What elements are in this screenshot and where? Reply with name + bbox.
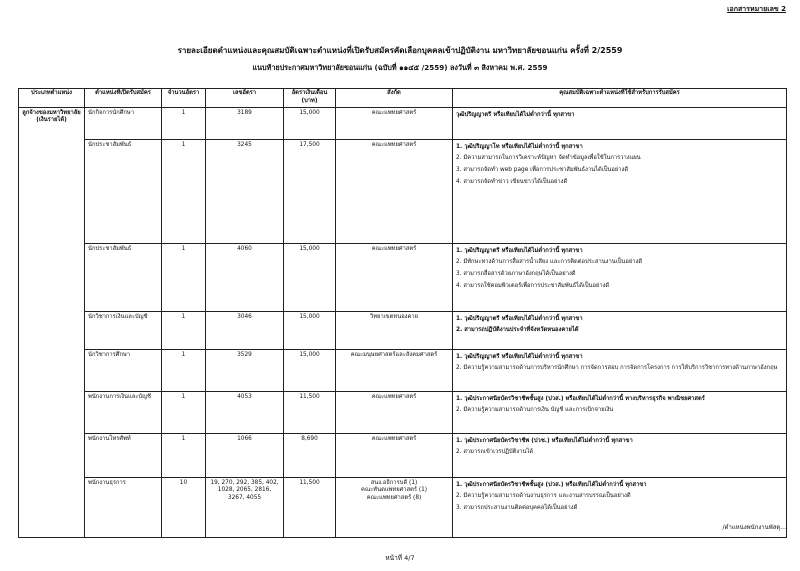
unit-cell bbox=[336, 311, 453, 349]
header-post-no: เลขอัตรา bbox=[206, 89, 284, 108]
qualification-item: 2. มีความสามารถในการวิเคราะห์ปัญหา จัดทำข้อมูลเพื่อใช้ในการวางแผน bbox=[456, 155, 641, 162]
post-number-line: 3189 bbox=[237, 109, 252, 116]
post-number-line: 3267, 4055 bbox=[227, 495, 262, 502]
table-row bbox=[19, 311, 787, 349]
header-count: จำนวนอัตรา bbox=[162, 89, 206, 108]
salary-cell: 11,500 bbox=[284, 391, 336, 433]
qualification-item: 2. สามารถปฏิบัติงานประจำที่จังหวัดหนองคายได้ bbox=[456, 327, 579, 334]
qualification-item: 1. วุฒิประกาศนียบัตรวิชาชีพชั้นสูง (ปวส.) หรือเทียบได้ไม่ต่ำกว่านี้ ทุกสาขา bbox=[456, 481, 647, 488]
post-number-line: 3245 bbox=[237, 141, 252, 148]
qualification-item: 1. วุฒิประกาศนียบัตรวิชาชีพ (ปวช.) หรือเทียบได้ไม่ต่ำกว่านี้ ทุกสาขา bbox=[456, 437, 633, 444]
table-row bbox=[19, 243, 787, 311]
post-number-line: 3046 bbox=[237, 313, 252, 320]
unit-cell bbox=[336, 391, 453, 433]
table-row bbox=[19, 477, 787, 537]
qualification-item: 3. สามารถจัดทำ web page เพื่อการประชาสัมพันธ์งานได้เป็นอย่างดี bbox=[456, 167, 629, 174]
salary-cell: 11,500 bbox=[284, 477, 336, 537]
table-row bbox=[19, 391, 787, 433]
qualification-item: 4. สามารถจัดทำข่าว เขียนข่าวได้เป็นอย่างดี bbox=[456, 179, 568, 186]
unit-line: สนง.อธิการบดี (1) bbox=[370, 479, 418, 486]
count-cell: 1 bbox=[162, 433, 206, 477]
unit-cell bbox=[336, 243, 453, 311]
count-cell: 1 bbox=[162, 107, 206, 139]
category-line: ลูกจ้างของมหาวิทยาลัย bbox=[22, 109, 81, 116]
unit-cell bbox=[336, 107, 453, 139]
count-cell: 1 bbox=[162, 243, 206, 311]
table-row bbox=[19, 139, 787, 243]
qualifications-cell bbox=[453, 107, 787, 139]
unit-line: คณะแพทยศาสตร์ bbox=[371, 141, 417, 148]
post-number-cell bbox=[206, 243, 284, 311]
post-number-cell bbox=[206, 311, 284, 349]
post-number-line: 4060 bbox=[237, 245, 252, 252]
position-name-cell: พนักงานธุรการ bbox=[85, 477, 162, 537]
position-name-cell: พนักงานโทรศัพท์ bbox=[85, 433, 162, 477]
salary-cell: 17,500 bbox=[284, 139, 336, 243]
qualification-item: 3. สามารถสื่อสารด้วยภาษาอังกฤษได้เป็นอย่างดี bbox=[456, 271, 576, 278]
qualification-item: 4. สามารถใช้คอมพิวเตอร์เพื่อการประชาสัมพันธ์ได้เป็นอย่างดี bbox=[456, 283, 610, 290]
unit-line: คณะแพทยศาสตร์ bbox=[371, 109, 417, 116]
position-name-cell: นักวิชาการศึกษา bbox=[85, 349, 162, 391]
positions-table bbox=[18, 88, 787, 538]
table-row bbox=[19, 349, 787, 391]
unit-line: คณะแพทยศาสตร์ bbox=[371, 435, 417, 442]
unit-cell bbox=[336, 433, 453, 477]
qualification-item: 2. มีความรู้ความสามารถด้านการบริหารนักศึกษา การจัดการสอบ การจัดการโครงการ การให้บริการวิชาการทางด้านภาษาอังกฤษ bbox=[456, 365, 778, 372]
post-number-cell bbox=[206, 107, 284, 139]
qualifications-cell bbox=[453, 243, 787, 311]
position-name-cell: นักประชาสัมพันธ์ bbox=[85, 243, 162, 311]
header-unit: สังกัด bbox=[336, 89, 453, 108]
post-number-line: 1066 bbox=[237, 435, 252, 442]
qualification-item: 1. วุฒิประกาศนียบัตรวิชาชีพชั้นสูง (ปวส.) หรือเทียบได้ไม่ต่ำกว่านี้ ทางบริหารธุรกิจ พาณิชยศาสตร์ bbox=[456, 395, 705, 402]
salary-cell: 15,000 bbox=[284, 107, 336, 139]
salary-cell: 15,000 bbox=[284, 243, 336, 311]
post-number-line: 1028, 2065, 2816, bbox=[217, 487, 272, 494]
page-number: หน้าที่ 4/7 bbox=[385, 554, 415, 562]
count-cell: 1 bbox=[162, 349, 206, 391]
post-number-cell bbox=[206, 349, 284, 391]
count-cell: 10 bbox=[162, 477, 206, 537]
qualification-item: 2. สามารถเข้าเวรปฏิบัติงานได้ bbox=[456, 449, 534, 456]
post-number-line: 4053 bbox=[237, 393, 252, 400]
header-category: ประเภทตำแหน่ง bbox=[19, 89, 85, 108]
category-cell bbox=[19, 107, 85, 537]
post-number-line: 19, 270, 292, 385, 402, bbox=[210, 479, 279, 486]
unit-line: คณะแพทยศาสตร์ bbox=[371, 245, 417, 252]
count-cell: 1 bbox=[162, 139, 206, 243]
post-number-cell bbox=[206, 477, 284, 537]
salary-cell: 15,000 bbox=[284, 349, 336, 391]
qualifications-cell bbox=[453, 433, 787, 477]
qualification-item: 2. มีความรู้ความสามารถด้านการเงิน บัญชี และการเบิกจ่ายเงิน bbox=[456, 407, 614, 414]
post-number-cell bbox=[206, 139, 284, 243]
table-row bbox=[19, 107, 787, 139]
qualifications-cell bbox=[453, 311, 787, 349]
salary-cell: 15,000 bbox=[284, 311, 336, 349]
header-salary: อัตราเงินเดือน (บาท) bbox=[284, 89, 336, 108]
salary-cell: 8,690 bbox=[284, 433, 336, 477]
table-header-row bbox=[19, 89, 787, 108]
qualifications-cell bbox=[453, 391, 787, 433]
post-number-line: 3529 bbox=[237, 351, 252, 358]
qualifications-cell bbox=[453, 349, 787, 391]
qualification-item: 1. วุฒิปริญญาตรี หรือเทียบได้ไม่ต่ำกว่านี้ ทุกสาขา bbox=[456, 247, 583, 254]
document-title: รายละเอียดตำแหน่งและคุณสมบัติเฉพาะตำแหน่งที่เปิดรับสมัครคัดเลือกบุคคลเข้าปฏิบัติงาน มหาวิทยาลัยขอนแก่น ครั้งที่ 2/2559 bbox=[177, 46, 623, 55]
unit-line: คณะแพทยศาสตร์ bbox=[371, 393, 417, 400]
position-name-cell: นักกิจการนักศึกษา bbox=[85, 107, 162, 139]
qualification-item: 1. วุฒิปริญญาโท หรือเทียบได้ไม่ต่ำกว่านี้ ทุกสาขา bbox=[456, 143, 583, 150]
qualification-item: วุฒิปริญญาตรี หรือเทียบได้ไม่ต่ำกว่านี้ ทุกสาขา bbox=[456, 111, 575, 118]
unit-cell bbox=[336, 349, 453, 391]
continued-note: /ตำแหน่งพนักงานพัสดุ... bbox=[722, 524, 786, 531]
post-number-cell bbox=[206, 391, 284, 433]
qualification-item: 3. สามารถประสานงานติดต่อบุคคลได้เป็นอย่างดี bbox=[456, 505, 578, 512]
qualification-item: 1. วุฒิปริญญาตรี หรือเทียบได้ไม่ต่ำกว่านี้ ทุกสาขา bbox=[456, 315, 583, 322]
header-qualifications: คุณสมบัติเฉพาะตำแหน่งที่ใช้สำหรับการรับสมัคร bbox=[453, 89, 787, 108]
count-cell: 1 bbox=[162, 391, 206, 433]
qualification-item: 1. วุฒิปริญญาตรี หรือเทียบได้ไม่ต่ำกว่านี้ ทุกสาขา bbox=[456, 353, 583, 360]
qualification-item: 2. มีความรู้ความสามารถด้านงานธุรการ และงานสารบรรณเป็นอย่างดี bbox=[456, 493, 631, 500]
document-subtitle: แนบท้ายประกาศมหาวิทยาลัยขอนแก่น (ฉบับที่ ๑๑๔๕ /2559) ลงวันที่ ๓ สิงหาคม พ.ศ. 2559 bbox=[252, 63, 548, 72]
unit-cell bbox=[336, 139, 453, 243]
qualifications-cell bbox=[453, 139, 787, 243]
table-row bbox=[19, 433, 787, 477]
unit-line: คณะมนุษยศาสตร์และสังคมศาสตร์ bbox=[350, 351, 438, 358]
document-reference-label: เอกสารหมายเลข 2 bbox=[727, 5, 786, 13]
count-cell: 1 bbox=[162, 311, 206, 349]
qualification-item: 2. มีทักษะทางด้านการสื่อสารน้ำเสียง และการติดต่อประสานงานเป็นอย่างดี bbox=[456, 259, 643, 266]
category-line: (เงินรายได้) bbox=[36, 117, 67, 124]
position-name-cell: พนักงานการเงินและบัญชี bbox=[85, 391, 162, 433]
position-name-cell: นักประชาสัมพันธ์ bbox=[85, 139, 162, 243]
position-name-cell: นักวิชาการเงินและบัญชี bbox=[85, 311, 162, 349]
header-position: ตำแหน่งที่เปิดรับสมัคร bbox=[85, 89, 162, 108]
unit-line: คณะทันตแพทยศาสตร์ (1) bbox=[360, 487, 428, 494]
post-number-cell bbox=[206, 433, 284, 477]
unit-line: คณะแพทยศาสตร์ (8) bbox=[366, 495, 422, 502]
unit-line: วิทยาเขตหนองคาย bbox=[369, 313, 419, 320]
unit-cell bbox=[336, 477, 453, 537]
